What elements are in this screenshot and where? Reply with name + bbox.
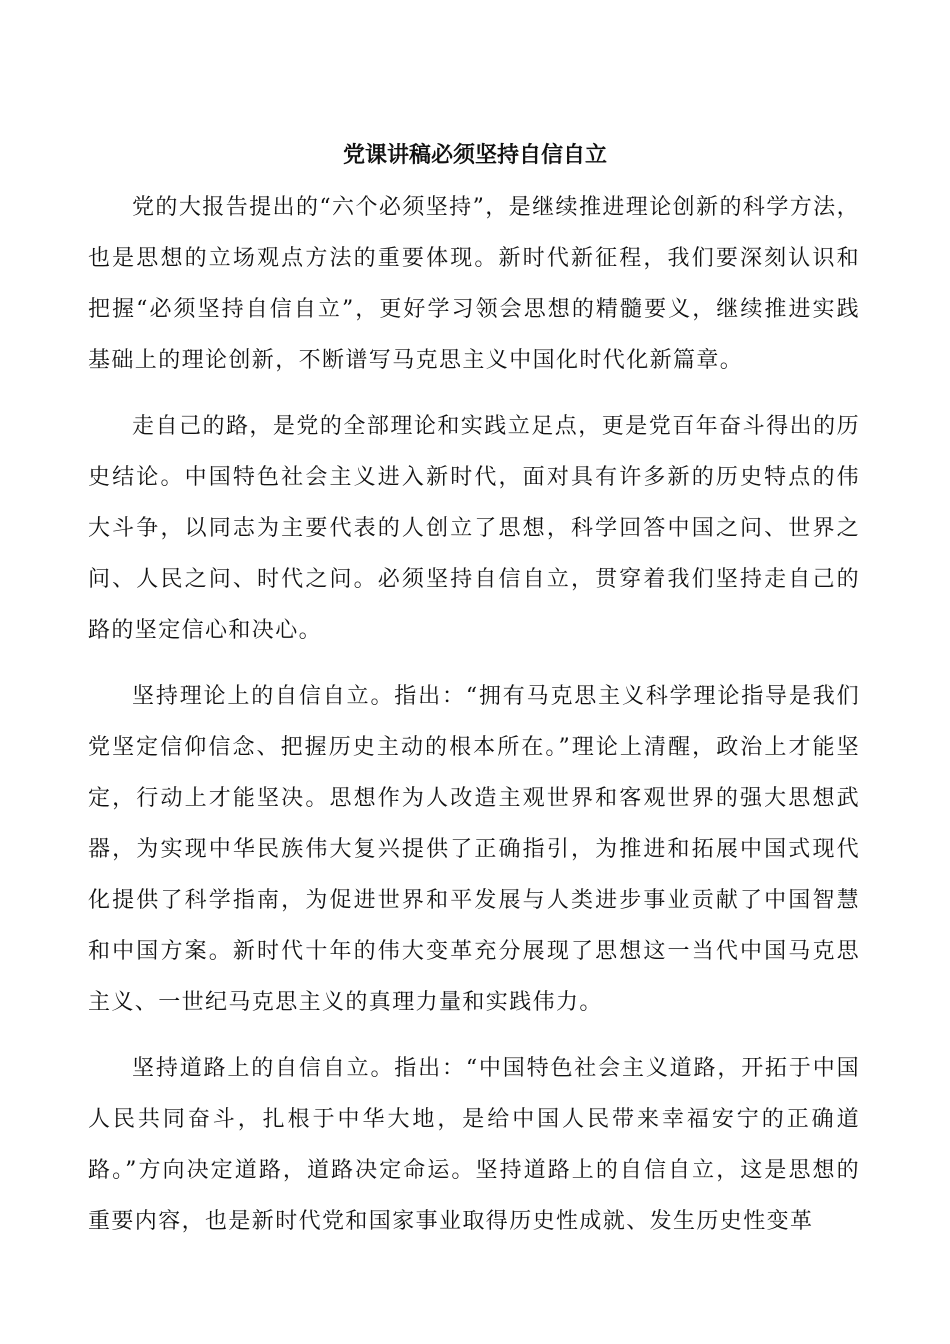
document-title: 党课讲稿必须坚持自信自立 [342, 143, 607, 168]
paragraph-1: 党的大报告提出的“六个必须坚持”，是继续推进理论创新的科学方法，也是思想的立场观点方法的重要体现。新时代新征程，我们要深刻认识和把握“必须坚持自信自立”，更好学习领会思想的精髓要义，继续推进实践基础上的理论创新，不断谱写马克思主义中国化时代化新篇章。 [88, 195, 860, 373]
paragraph-2: 走自己的路，是党的全部理论和实践立足点，更是党百年奋斗得出的历史结论。中国特色社会主义进入新时代，面对具有许多新的历史特点的伟大斗争，以同志为主要代表的人创立了思想，科学回答中国之问、世界之问、人民之问、时代之问。必须坚持自信自立，贯穿着我们坚持走自己的路的坚定信心和决心。 [88, 414, 860, 643]
document-body [88, 182, 860, 1262]
paragraph-4: 坚持道路上的自信自立。指出：“中国特色社会主义道路，开拓于中国人民共同奋斗，扎根于中华大地，是给中国人民带来幸福安宁的正确道路。”方向决定道路，道路决定命运。坚持道路上的自信自立，这是思想的重要内容，也是新时代党和国家事业取得历史性成就、发生历史性变革 [88, 1056, 860, 1234]
paragraph-3: 坚持理论上的自信自立。指出：“拥有马克思主义科学理论指导是我们党坚定信仰信念、把握历史主动的根本所在。”理论上清醒，政治上才能坚定，行动上才能坚决。思想作为人改造主观世界和客观世界的强大思想武器，为实现中华民族伟大复兴提供了正确指引，为推进和拓展中国式现代化提供了科学指南，为促进世界和平发展与人类进步事业贡献了中国智慧和中国方案。新时代十年的伟大变革充分展现了思想这一当代中国马克思主义、一世纪马克思主义的真理力量和实践伟力。 [88, 684, 860, 1015]
